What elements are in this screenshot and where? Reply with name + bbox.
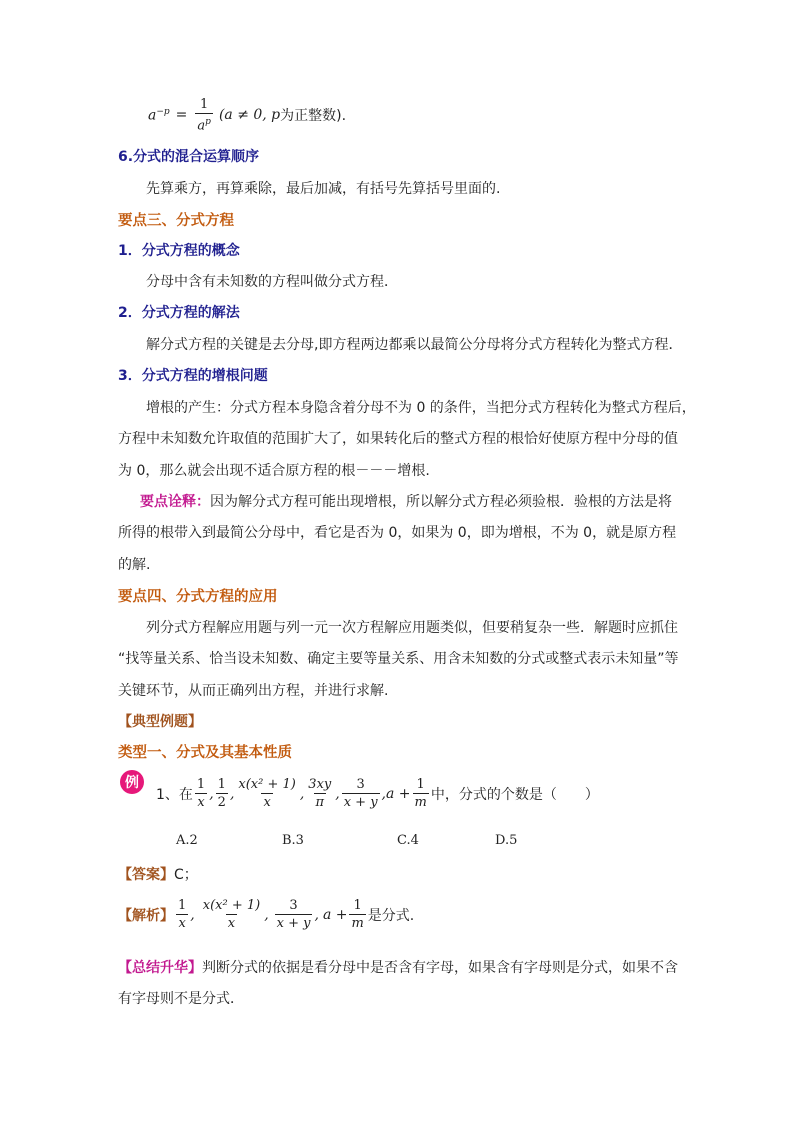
point-3-sub3-line2: 方程中未知数允许取值的范围扩大了，如果转化后的整式方程的根恰好使原方程中分母的值 — [118, 431, 678, 447]
term-3-over-x-plus-y: $\frac{3}{x + y}$ — [343, 777, 378, 810]
analysis-term-3-over-x-plus-y: $\frac{3}{x + y}$ — [276, 898, 311, 931]
analysis-term-x-x2-plus-1-over-x: $\frac{\text{x(x² + 1)}}{x}$ — [202, 898, 261, 931]
analysis-term-1-over-m: $\frac{1}{m}$ — [351, 898, 364, 931]
analysis-label: 【解析】 — [118, 907, 174, 924]
note-text: 因为解分式方程可能出现增根，所以解分式方程必须验根．验根的方法是将 — [210, 494, 672, 510]
analysis-line: 【解析】 $\frac{1}{x}$ , $\frac{\text{x(x² + 1)}}{x}$ , $\frac{3}{x + y}$ , a + $\frac{1}{m}$ 是分式. — [118, 898, 415, 931]
term-3xy-over-pi: $\frac{3xy}{\pi}$ — [308, 777, 332, 810]
summary-line2: 有字母则不是分式． — [118, 991, 244, 1007]
option-b: B.3 — [282, 833, 304, 848]
section-6-body: 先算乘方，再算乘除，最后加减，有括号先算括号里面的. — [146, 181, 501, 197]
term-1-over-x: $\frac{1}{x}$ — [196, 777, 206, 810]
point-4-heading: 要点四、分式方程的应用 — [118, 589, 278, 605]
question-prefix: 1、在 — [156, 786, 193, 803]
point-3-sub1-body: 分母中含有未知数的方程叫做分式方程． — [146, 274, 398, 290]
point-3-sub1-heading: 1．分式方程的概念 — [118, 243, 240, 259]
point-3-sub3-line3: 为 0，那么就会出现不适合原方程的根－－－增根. — [118, 463, 430, 479]
negative-exponent-formula — [148, 96, 346, 134]
term-a-plus: a + — [386, 785, 411, 802]
formula-lhs: $a^{-p}$ — [148, 106, 170, 124]
answer-value: C； — [174, 867, 198, 883]
point-3-sub3-line1: 增根的产生：分式方程本身隐含着分母不为 0 的条件，当把分式方程转化为整式方程后， — [146, 400, 696, 416]
formula-condition-text: 为正整数). — [280, 108, 347, 125]
note-label: 要点诠释： — [140, 494, 210, 510]
point-3-sub2-heading: 2．分式方程的解法 — [118, 305, 240, 321]
answer-line — [118, 864, 198, 884]
analysis-term-1-over-x: $\frac{1}{x}$ — [178, 898, 187, 931]
example-1-question: 1、在 $\frac{1}{x}$ , $\frac{1}{2}$ , $\frac{\text{x(x² + 1)}}{x}$ , $\frac{3xy}{\pi}$ , $\frac{3}{x + y}$ , a + $\frac{1}{m}$ 中，分式的个数是（ ） — [156, 777, 599, 810]
formula-fraction: $\frac{1}{a^p}$ — [197, 97, 211, 134]
term-x-x2-plus-1-over-x: $\frac{\text{x(x² + 1)}}{x}$ — [238, 777, 296, 810]
summary-line1 — [118, 957, 678, 977]
option-d: D.5 — [495, 833, 518, 848]
example-badge: 例 — [120, 770, 144, 794]
term-1-over-2: $\frac{1}{2}$ — [217, 777, 226, 810]
point-3-note-line1 — [140, 491, 672, 511]
point-3-sub3-heading: 3．分式方程的增根问题 — [118, 368, 268, 384]
question-suffix: 中，分式的个数是（ ） — [430, 786, 599, 803]
option-a: A.2 — [176, 833, 198, 848]
point-3-note-line2: 所得的根带入到最简公分母中，看它是否为 0，如果为 0，即为增根，不为 0，就是原方程 — [118, 525, 677, 541]
analysis-term-a-plus: a + — [322, 906, 348, 923]
point-3-sub2-body: 解分式方程的关键是去分母,即方程两边都乘以最简公分母将分式方程转化为整式方程． — [146, 337, 683, 353]
summary-label: 【总结升华】 — [118, 960, 202, 976]
point-3-heading: 要点三、分式方程 — [118, 213, 234, 229]
point-4-line1: 列分式方程解应用题与列一元一次方程解应用题类似，但要稍复杂一些．解题时应抓住 — [146, 620, 678, 636]
equals-sign: = — [175, 107, 188, 124]
option-c: C.4 — [397, 833, 419, 848]
typical-examples-heading: 【典型例题】 — [118, 714, 202, 730]
analysis-suffix: 是分式. — [367, 907, 415, 924]
point-4-line2: “找等量关系、恰当设未知数、确定主要等量关系、用含未知数的分式或整式表示未知量”等 — [118, 651, 679, 667]
summary-text: 判断分式的依据是看分母中是否含有字母，如果含有字母则是分式，如果不含 — [202, 960, 678, 976]
formula-condition: (a ≠ 0, p — [218, 107, 281, 124]
type-1-heading: 类型一、分式及其基本性质 — [118, 745, 292, 761]
point-4-line3: 关键环节，从而正确列出方程，并进行求解. — [118, 683, 389, 699]
point-3-note-line3: 的解. — [118, 557, 151, 573]
section-6-heading: 6.分式的混合运算顺序 — [118, 149, 260, 165]
answer-label: 【答案】 — [118, 867, 174, 883]
term-1-over-m: $\frac{1}{m}$ — [414, 777, 427, 810]
